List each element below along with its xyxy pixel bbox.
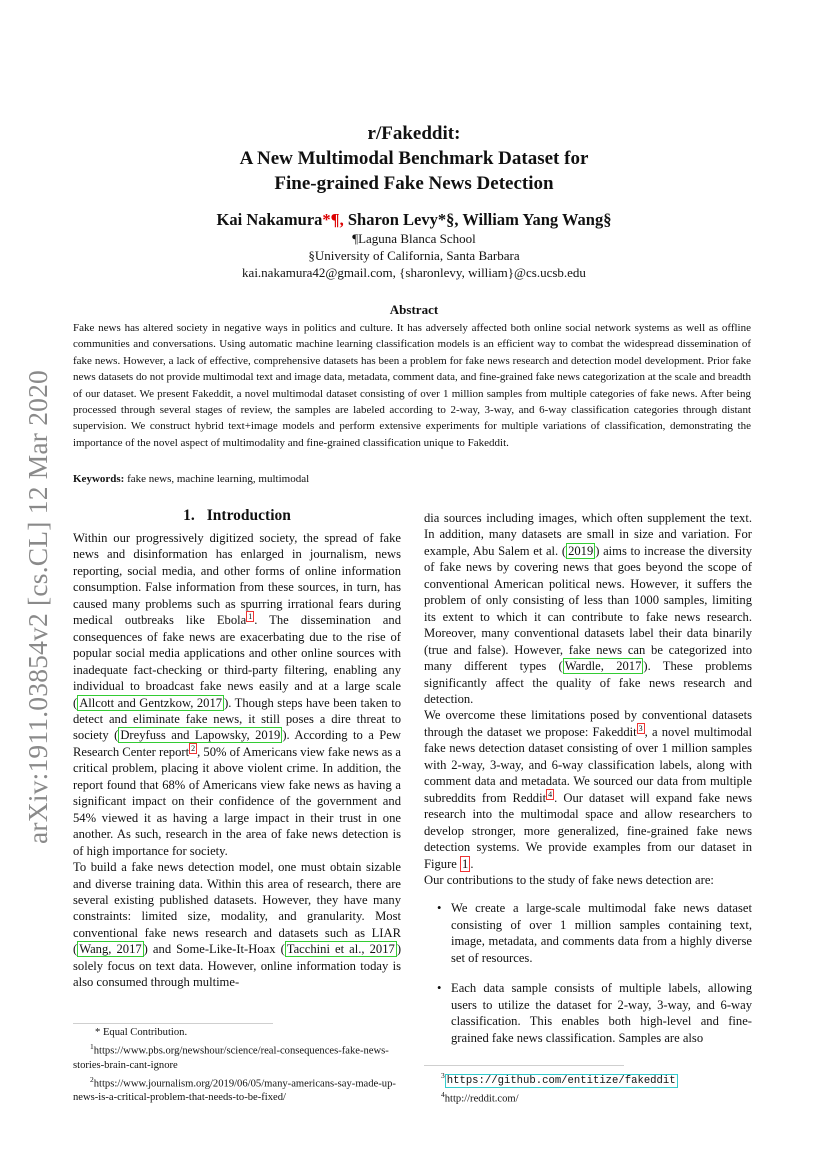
text-run: ) solely focus on text data. However, online information today is also consumed through multime-: [73, 942, 402, 990]
left-column: [73, 507, 401, 991]
footnote-number: 4: [441, 1089, 445, 1099]
affiliation-2: §University of California, Santa Barbara: [308, 248, 520, 263]
section-title: Introduction: [206, 507, 291, 524]
footnote-marker-1[interactable]: 1: [248, 612, 253, 622]
text-run: ). These problems significantly affect the quality of fake news research and detection.: [424, 659, 753, 706]
citation-wardle[interactable]: Wardle, 2017: [564, 659, 642, 674]
text-run: ). Though steps have been taken to detect and eliminate fake news, it still poses a dire threat to society (: [73, 695, 401, 743]
footnote-number: 2: [90, 1074, 94, 1084]
footnotes-right: [424, 1065, 752, 1106]
list-item-text: Each data sample consists of multiple labels, allowing users to utilize the dataset for 2-way, 3-way, and 6-way classification. This enables both high-level and fine-grained fake news classification. Samples are also: [451, 981, 752, 1045]
footnote-rule: [73, 1023, 273, 1024]
title-line-1: r/Fakeddit:: [367, 123, 461, 144]
footnote-equal: * Equal Contribution.: [95, 1027, 188, 1038]
text-run: We overcome these limitations posed by conventional datasets through the dataset we propose: Fakeddit: [424, 708, 752, 739]
text-run: To build a fake news detection model, one must obtain sizable and diverse training data. Within this area of research, there are several existing published datasets. However, they have many constraints: limited size, modality, and granularity. Most conventional fake news research and datasets such as LIAR (: [73, 860, 401, 957]
text-run: ) and Some-Like-It-Hoax (: [143, 942, 285, 957]
footnote-number: 3: [441, 1071, 445, 1080]
citation-wang[interactable]: Wang, 2017: [79, 942, 142, 957]
intro-paragraph-1: [73, 530, 401, 859]
arxiv-identifier: arXiv:1911.03854v2 [cs.CL] 12 Mar 2020: [22, 369, 53, 845]
text-run: . Our dataset will expand fake news research into the multimodal space and allow researchers to develop stronger, more generalized, fine-grained fake news detection systems. We provide examples from our dataset in Figure: [424, 790, 752, 871]
keywords-label: Keywords:: [73, 473, 125, 485]
list-item-text: We create a large-scale multimodal fake news dataset consisting of over 1 million samples containing text, image, metadata, and comments data from a highly diverse set of resources.: [451, 901, 752, 965]
contribution-list: [424, 900, 752, 1046]
citation-allcott[interactable]: Allcott and Gentzkow, 2017: [79, 695, 223, 710]
section-heading-introduction: [73, 507, 401, 525]
author-1-marks: *¶,: [322, 210, 344, 229]
text-run: dia sources including images, which often supplement the text. In addition, many datasets are small in size and variation. For example, Abu Salem et al. (: [424, 511, 752, 558]
footnote-url-2[interactable]: https://www.journalism.org/2019/06/05/many-americans-say-made-up-news-is-a-critical-problem-that-needs-to-be-fixed/: [73, 1078, 396, 1104]
intro-paragraph-4: [424, 707, 752, 872]
text-run: , 50% of Americans view fake news as a critical problem, placing it above violent crime. In addition, the report found that 68% of Americans view fake news as having a significant impact on their confidence of the government and 54% viewed it as having a large impact in their trust in one another. As such, research in the area of fake news detection is of high importance for society.: [73, 744, 401, 858]
footnote-url-1[interactable]: https://www.pbs.org/newshour/science/real-consequences-fake-news-stories-brain-cant-ignore: [73, 1045, 389, 1071]
author-emails: kai.nakamura42@gmail.com, {sharonlevy, william}@cs.ucsb.edu: [242, 265, 586, 280]
footnote-marker-2[interactable]: 2: [191, 743, 196, 753]
paper-title: [0, 121, 828, 196]
figure-reference[interactable]: 1: [462, 856, 469, 871]
citation-dreyfuss[interactable]: Dreyfuss and Lapowsky, 2019: [120, 728, 281, 743]
footnote-marker-3[interactable]: 3: [638, 723, 643, 733]
citation-tacchini[interactable]: Tacchini et al., 2017: [286, 942, 395, 957]
right-column: [424, 510, 752, 1060]
author-1: Kai Nakamura: [216, 210, 323, 229]
list-item: [424, 900, 752, 966]
abstract-text: Fake news has altered society in negative ways in politics and culture. It has adversely affected both online social network systems as well as offline communities and conversations. Using automatic machine learning classification models is an efficient way to combat the widespread dissemination of fake news. However, a lack of effective, comprehensive datasets has been a problem for fake news research and detection model development. Prior fake news datasets do not provide multimodal text and image data, metadata, comment data, and fine-grained fake news categorization at the scale and breadth of our dataset. We present Fakeddit, a novel multimodal dataset consisting of over 1 million samples from multiple categories of fake news. After being processed through several stages of review, the samples are labeled according to 2-way, 3-way, and 6-way classification categories through distant supervision. We construct hybrid text+image models and perform extensive experiments for multiple variations of classification, demonstrating the importance of the novel aspect of multimodality and fine-grained classification unique to Fakeddit.: [73, 322, 751, 449]
author-2: Sharon Levy*§,: [347, 210, 459, 229]
affiliations: [0, 230, 828, 281]
title-line-3: Fine-grained Fake News Detection: [274, 173, 554, 194]
footnote-number: 1: [90, 1042, 94, 1051]
list-item: [424, 980, 752, 1046]
text-run: .: [470, 856, 474, 871]
text-run: Within our progressively digitized society, the spread of fake news and disinformation has enlarged in journalism, news reporting, social media, and other forms of online information consumption. False information from these sources, in turn, has caused many problems such as spurring irrational fears during medical outbreaks like Ebola: [73, 531, 401, 628]
footnote-2: [73, 1073, 401, 1106]
footnote-1: [73, 1040, 401, 1073]
keywords-text: fake news, machine learning, multimodal: [124, 473, 310, 485]
footnote-marker-4[interactable]: 4: [548, 789, 553, 799]
intro-paragraph-3: [424, 510, 752, 707]
keywords: [73, 472, 751, 487]
author-list: [0, 209, 828, 231]
arxiv-sidebar: [16, 362, 60, 852]
footnote-rule: [424, 1065, 624, 1066]
intro-paragraph-2: [73, 859, 401, 991]
author-3: William Yang Wang§: [462, 210, 612, 229]
text-run: . The dissemination and consequences of fake news are exacerbating due to the rise of popular social media applications and other online sources with inadequate fact-checking or third-party filtering, enabling any individual to broadcast fake news easily and at a large scale (: [73, 613, 401, 710]
footnote-url-3[interactable]: https://github.com/entitize/fakeddit: [446, 1074, 676, 1087]
footnotes-left: [73, 1023, 401, 1105]
footnote-4: [424, 1088, 752, 1107]
section-number: 1.: [183, 507, 195, 524]
footnote-3: [424, 1069, 752, 1088]
intro-paragraph-5: Our contributions to the study of fake news detection are:: [424, 872, 714, 887]
text-run: ) aims to increase the diversity of fake news by covering news that goes beyond the scope of conventional American political news. However, it suffers the problem of only consisting of less than 1000 samples, limiting its extent to which it can contribute to fake news research. Moreover, many conventional datasets label their data binarily (true and false). However, fake news can be categorized into many different types (: [424, 543, 752, 674]
footnote-url-4[interactable]: http://reddit.com/: [444, 1093, 519, 1105]
abstract-heading: Abstract: [389, 302, 439, 317]
text-run: ). According to a Pew Research Center report: [73, 728, 401, 759]
bullet-icon: •: [437, 981, 442, 996]
bullet-icon: •: [437, 901, 442, 916]
title-line-2: A New Multimodal Benchmark Dataset for: [239, 148, 589, 169]
text-run: , a novel multimodal fake news detection dataset consisting of over 1 million samples with 2-way, 3-way, and 6-way classification labels, along with comment data and metadata. We sourced our data from multiple subreddits from Reddit: [424, 724, 752, 805]
affiliation-1: ¶Laguna Blanca School: [352, 231, 476, 246]
citation-abusalem[interactable]: 2019: [568, 543, 594, 558]
